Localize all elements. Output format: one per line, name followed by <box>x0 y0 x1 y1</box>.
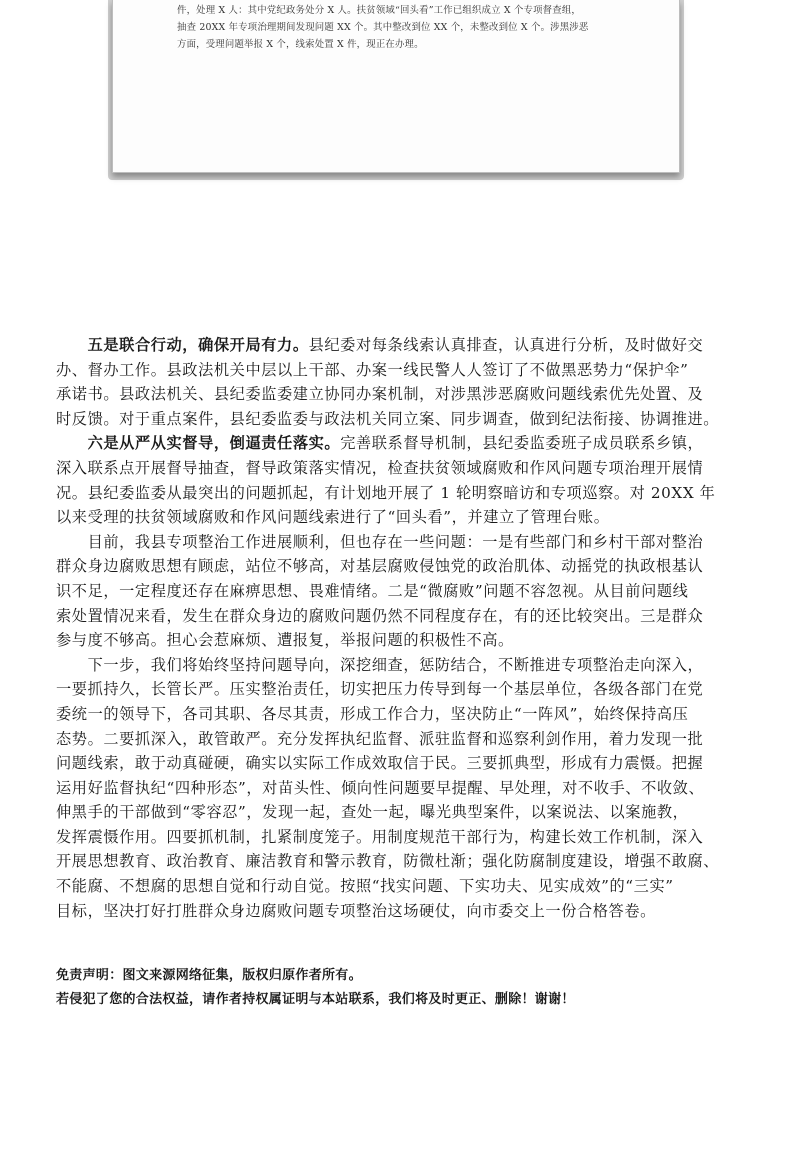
preview-text <box>177 2 647 53</box>
preview-page <box>112 0 680 173</box>
paragraph-line: 况。县纪委监委从最突出的问题抓起，有计划地开展了 1 轮明察暗访和专项巡察。对 20XX 年 <box>56 483 716 502</box>
article-body <box>56 333 776 923</box>
paragraph-line: 委统一的领导下，各司其职、各尽其责，形成工作合力，坚决防止“一阵风”，始终保持高压 <box>56 704 689 723</box>
paragraph-line: 运用好监督执纪“四种形态”，对苗头性、倾向性问题要早提醒、早处理，对不收手、不收敛、 <box>56 778 705 797</box>
disclaimer-line-1: 免责声明：图文来源网络征集，版权归原作者所有。 <box>56 968 362 983</box>
paragraph-line: 下一步，我们将始终坚持问题导向，深挖细查，惩防结合，不断推进专项整治走向深入， <box>56 655 704 674</box>
preview-line: 件，处理 X 人：其中党纪政务处分 X 人。扶贫领域“回头看”工作已组织成立 X 个专项督查组， <box>177 5 581 16</box>
paragraph-line: 以来受理的扶贫领域腐败和作风问题线索进行了“回头看”，并建立了管理台账。 <box>56 508 610 527</box>
paragraph-line: 问题线索，敢于动真碰硬，确实以实际工作成效取信于民。三要抓典型，形成有力震慑。把握 <box>56 754 704 773</box>
paragraph-line: 发挥震慑作用。四要抓机制，扎紧制度笼子。用制度规范干部行为，构建长效工作机制，深入 <box>56 827 704 846</box>
paragraph-line: 伸黑手的干部做到“零容忍”，发现一起，查处一起，曝光典型案件，以案说法、以案施教， <box>56 803 689 822</box>
paragraph-6-text: 完善联系督导机制，县纪委监委班子成员联系乡镇， <box>340 434 704 453</box>
preview-line: 方面，受理问题举报 X 个，线索处置 X 件，现正在办理。 <box>177 39 424 50</box>
disclaimer <box>56 964 776 1012</box>
paragraph-line: 识不足，一定程度还存在麻痹思想、畏难情绪。二是“微腐败”问题不容忽视。从目前问题线 <box>56 581 689 600</box>
paragraph-line: 办、督办工作。县政法机关中层以上干部、办案一线民警人人签订了不做黑恶势力“保护伞” <box>56 360 689 379</box>
preview-line: 抽查 20XX 年专项治理期间发现问题 XX 个。其中整改到位 XX 个，未整改到位 X 个。涉黑涉恶 <box>177 22 589 33</box>
paragraph-line: 参与度不够高。担心会惹麻烦、遭报复，举报问题的积极性不高。 <box>56 631 514 650</box>
paragraph-6-heading: 六是从严从实督导，倒逼责任落实。 <box>87 434 341 453</box>
document-preview-card <box>108 0 684 180</box>
paragraph-5-heading: 五是联合行动，确保开局有力。 <box>87 336 309 354</box>
paragraph-line: 时反馈。对于重点案件，县纪委监委与政法机关同立案、同步调查，做到纪法衔接、协调推进。 <box>56 409 720 428</box>
paragraph-line: 不能腐、不想腐的思想自觉和行动自觉。按照“找实问题、下实功夫、见实成效”的“三实” <box>56 877 674 896</box>
paragraph-line: 索处置情况来看，发生在群众身边的腐败问题仍然不同程度存在，有的还比较突出。三是群众 <box>56 606 704 625</box>
paragraph-line: 群众身边腐败思想有顾虑，站位不够高，对基层腐败侵蚀党的政治肌体、动摇党的执政根基认 <box>56 557 704 576</box>
paragraph-line: 深入联系点开展督导抽查，督导政策落实情况，检查扶贫领域腐败和作风问题专项治理开展情 <box>56 458 704 477</box>
disclaimer-line-2: 若侵犯了您的合法权益，请作者持权属证明与本站联系，我们将及时更正、删除！谢谢！ <box>56 992 575 1007</box>
paragraph-line: 一要抓持久，长管长严。压实整治责任，切实把压力传导到每一个基层单位，各级各部门在党 <box>56 680 704 699</box>
paragraph-5-first-line <box>56 333 776 358</box>
paragraph-5-text: 县纪委对每条线索认真排查，认真进行分析，及时做好交 <box>308 336 704 354</box>
paragraph-line: 开展思想教育、政治教育、廉洁教育和警示教育，防微杜渐；强化防腐制度建设，增强不敢腐、 <box>56 852 720 871</box>
paragraph-line: 目标，坚决打好打胜群众身边腐败问题专项整治这场硬仗，向市委交上一份合格答卷。 <box>56 901 656 920</box>
paragraph-line: 承诺书。县政法机关、县纪委监委建立协同办案机制，对涉黑涉恶腐败问题线索优先处置、及 <box>56 385 704 404</box>
paragraph-line: 态势。二要抓深入，敢管敢严。充分发挥执纪监督、派驻监督和巡察利剑作用，着力发现一批 <box>56 729 704 748</box>
paragraph-6-first-line <box>56 431 776 456</box>
paragraph-line: 目前，我县专项整治工作进展顺利，但也存在一些问题：一是有些部门和乡村干部对整治 <box>56 532 704 551</box>
